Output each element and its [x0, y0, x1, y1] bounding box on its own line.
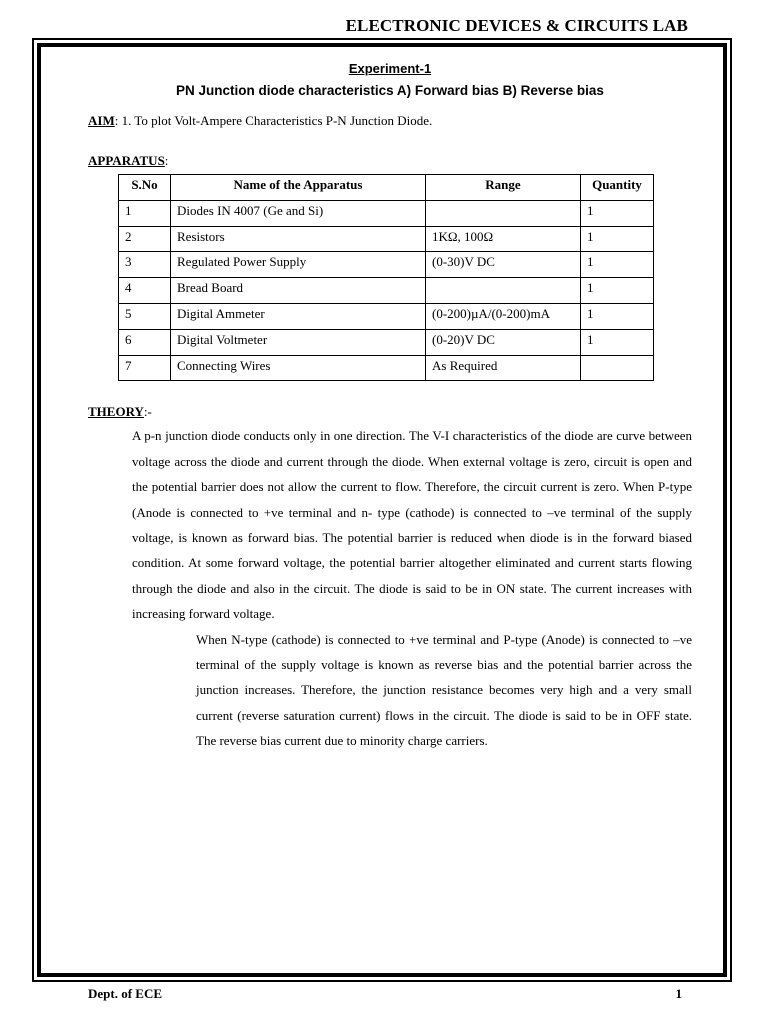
- cell-sno: 2: [119, 226, 171, 252]
- cell-range: (0-30)V DC: [426, 252, 581, 278]
- cell-name: Connecting Wires: [171, 355, 426, 381]
- theory-paragraph-1: A p-n junction diode conducts only in one direction. The V-I characteristics of the diode are curve between voltage across the diode and current through the diode. When external voltage is zero, circuit is open and the potential barrier does not allow the current to flow. Therefore, the circuit current is zero. When P-type (Anode is connected to +ve terminal and n- type (cathode) is connected to –ve terminal of the supply voltage, is known as forward bias. The potential barrier is reduced when diode is in the forward biased condition. At some forward voltage, the potential barrier altogether eliminated and current starts flowing through the diode and also in the circuit. The diode is said to be in ON state. The current increases with increasing forward voltage.: [132, 428, 692, 622]
- cell-range: (0-20)V DC: [426, 329, 581, 355]
- table-header-row: [119, 175, 654, 201]
- aim-section: [88, 112, 692, 130]
- table-row: [119, 226, 654, 252]
- aim-label: AIM: [88, 113, 115, 128]
- cell-sno: 3: [119, 252, 171, 278]
- cell-range: [426, 200, 581, 226]
- page-content: [88, 60, 692, 754]
- table-row: [119, 252, 654, 278]
- cell-name: Digital Ammeter: [171, 303, 426, 329]
- table-row: [119, 303, 654, 329]
- column-header-sno: S.No: [119, 175, 171, 201]
- cell-range: (0-200)µA/(0-200)mA: [426, 303, 581, 329]
- cell-range: [426, 278, 581, 304]
- theory-paragraph-2: When N-type (cathode) is connected to +ve terminal and P-type (Anode) is connected to –ve terminal of the supply voltage is known as reverse bias and the potential barrier across the junction increases. Therefore, the junction resistance becomes very high and a very small current (reverse saturation current) flows in the circuit. The diode is said to be in OFF state. The reverse bias current due to minority charge carriers.: [196, 631, 692, 749]
- cell-quantity: 1: [581, 252, 654, 278]
- cell-sno: 5: [119, 303, 171, 329]
- apparatus-heading: [88, 152, 692, 170]
- cell-name: Regulated Power Supply: [171, 252, 426, 278]
- cell-name: Digital Voltmeter: [171, 329, 426, 355]
- apparatus-table: [118, 174, 654, 381]
- aim-text: : 1. To plot Volt-Ampere Characteristics P-N Junction Diode.: [114, 113, 433, 128]
- theory-label: THEORY: [88, 404, 144, 420]
- table-row: [119, 200, 654, 226]
- cell-range: As Required: [426, 355, 581, 381]
- cell-sno: 7: [119, 355, 171, 381]
- cell-quantity: 1: [581, 329, 654, 355]
- footer-department: Dept. of ECE: [88, 986, 163, 1001]
- lab-header-title: ELECTRONIC DEVICES & CIRCUITS LAB: [345, 16, 688, 35]
- table-row: [119, 278, 654, 304]
- footer-page-number: 1: [675, 986, 682, 1001]
- cell-sno: 1: [119, 200, 171, 226]
- experiment-title: PN Junction diode characteristics A) Forward bias B) Reverse bias: [176, 83, 604, 98]
- cell-name: Bread Board: [171, 278, 426, 304]
- column-header-quantity: Quantity: [581, 175, 654, 201]
- cell-quantity: 1: [581, 278, 654, 304]
- cell-quantity: 1: [581, 303, 654, 329]
- cell-range: 1KΩ, 100Ω: [426, 226, 581, 252]
- theory-body: [88, 423, 692, 753]
- table-row: [119, 355, 654, 381]
- apparatus-label: APPARATUS: [88, 153, 165, 168]
- theory-suffix: :-: [143, 404, 152, 420]
- experiment-number: Experiment-1: [348, 61, 432, 76]
- cell-quantity: 1: [581, 200, 654, 226]
- column-header-name: Name of the Apparatus: [171, 175, 426, 201]
- cell-sno: 6: [119, 329, 171, 355]
- cell-quantity: 1: [581, 226, 654, 252]
- cell-quantity: [581, 355, 654, 381]
- theory-heading: [88, 403, 692, 421]
- apparatus-suffix: :: [164, 153, 169, 168]
- cell-name: Resistors: [171, 226, 426, 252]
- table-row: [119, 329, 654, 355]
- column-header-range: Range: [426, 175, 581, 201]
- cell-sno: 4: [119, 278, 171, 304]
- cell-name: Diodes IN 4007 (Ge and Si): [171, 200, 426, 226]
